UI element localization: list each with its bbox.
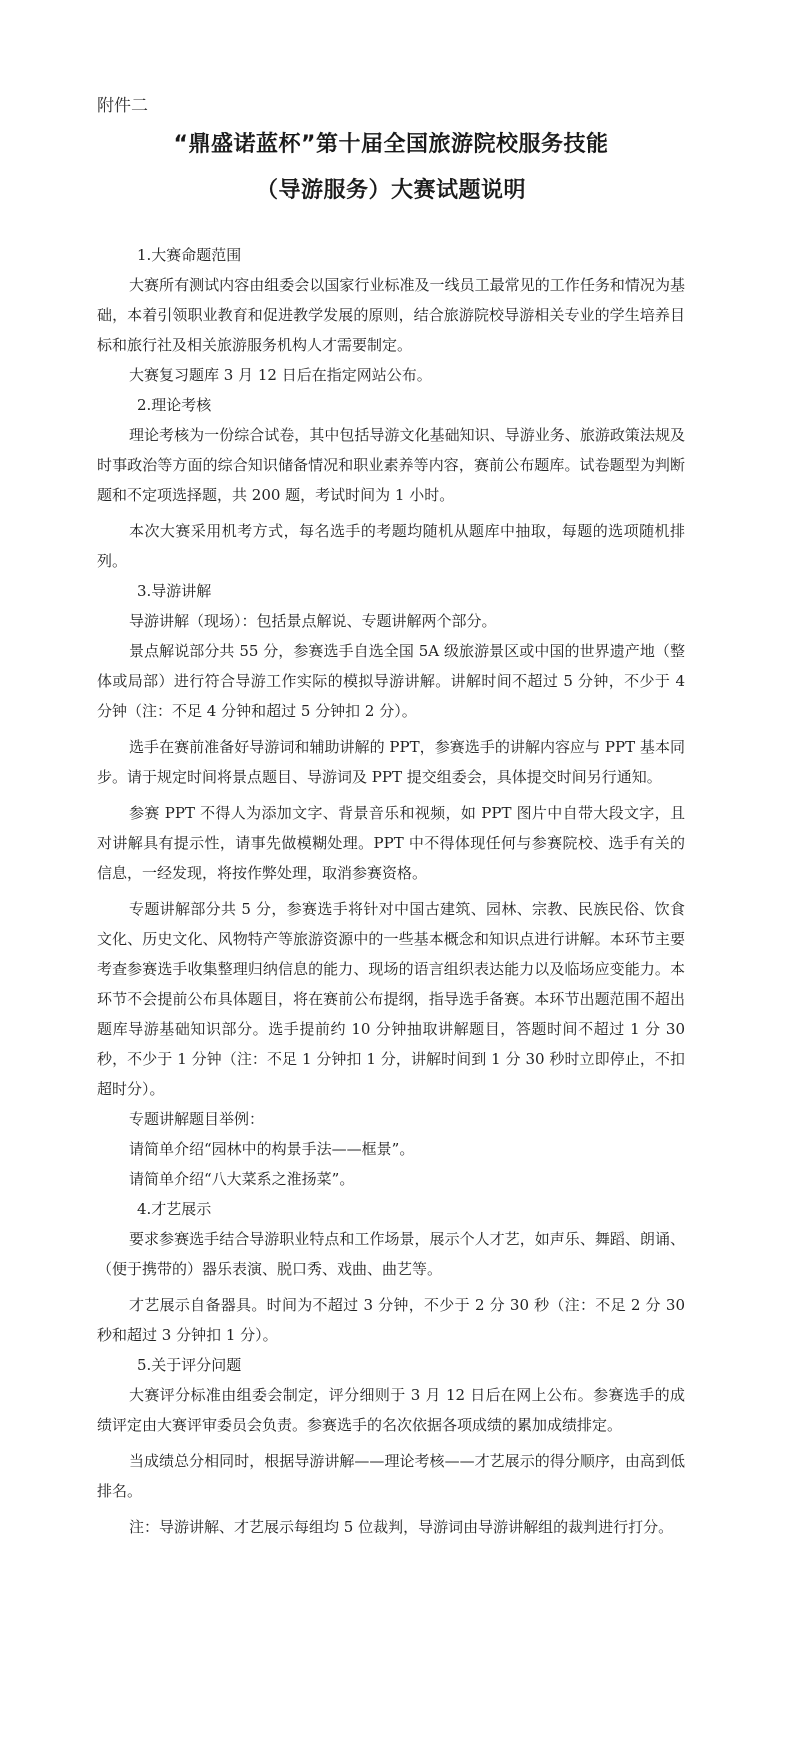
section-heading: 5.关于评分问题 (137, 1356, 242, 1374)
paragraph: 导游讲解（现场）：包括景点解说、专题讲解两个部分。 (129, 612, 497, 630)
paragraph: 大赛所有测试内容由组委会以国家行业标准及一线员工最常见的工作任务和情况为基础，本着引领职业教育和促进教学发展的原则，结合旅游院校导游相关专业的学生培养目标和旅行社及相关旅游服务机构人才需要制定。 (97, 276, 685, 354)
section-theory-exam (97, 390, 685, 576)
section-tour-guide-commentary (97, 576, 685, 1194)
document-title-line2: （导游服务）大赛试题说明 (255, 178, 526, 203)
paragraph: 当成绩总分相同时，根据导游讲解——理论考核——才艺展示的得分顺序，由高到低排名。 (97, 1452, 685, 1500)
document-page (97, 92, 685, 1542)
document-title-line1: “鼎盛诺蓝杯”第十届全国旅游院校服务技能 (173, 132, 609, 157)
paragraph: 请简单介绍“园林中的构景手法——框景”。 (129, 1140, 415, 1158)
paragraph: 专题讲解部分共 5 分，参赛选手将针对中国古建筑、园林、宗教、民族民俗、饮食文化、历史文化、风物特产等旅游资源中的一些基本概念和知识点进行讲解。本环节主要考查参赛选手收集整理归纳信息的能力、现场的语言组织表达能力以及临场应变能力。本环节不会提前公布具体题目，将在赛前公布提纲，指导选手备赛。本环节出题范围不超出题库导游基础知识部分。选手提前约 10 分钟抽取讲解题目，答题时间不超过 1 分 30 秒，不少于 1 分钟（注：不足 1 分钟扣 1 分，讲解时间到 1 分 30 秒时立即停止，不扣超时分）。 (97, 900, 685, 1098)
paragraph: 选手在赛前准备好导游词和辅助讲解的 PPT，参赛选手的讲解内容应与 PPT 基本同步。请于规定时间将景点题目、导游词及 PPT 提交组委会，具体提交时间另行通知。 (97, 738, 685, 786)
paragraph: 景点解说部分共 55 分，参赛选手自选全国 5A 级旅游景区或中国的世界遗产地（整体或局部）进行符合导游工作实际的模拟导游讲解。讲解时间不超过 5 分钟，不少于 4 分钟（注：不足 4 分钟和超过 5 分钟扣 2 分）。 (97, 642, 685, 720)
paragraph: 大赛复习题库 3 月 12 日后在指定网站公布。 (129, 366, 432, 384)
section-heading: 4.才艺展示 (137, 1200, 212, 1218)
paragraph: 要求参赛选手结合导游职业特点和工作场景，展示个人才艺，如声乐、舞蹈、朗诵、（便于携带的）器乐表演、脱口秀、戏曲、曲艺等。 (97, 1230, 685, 1278)
paragraph: 本次大赛采用机考方式，每名选手的考题均随机从题库中抽取，每题的选项随机排列。 (97, 522, 685, 570)
section-scoring (97, 1350, 685, 1542)
section-heading: 1.大赛命题范围 (137, 246, 242, 264)
paragraph: 注：导游讲解、才艺展示每组均 5 位裁判，导游词由导游讲解组的裁判进行打分。 (129, 1518, 674, 1536)
section-heading: 3.导游讲解 (137, 582, 212, 600)
paragraph: 请简单介绍“八大菜系之淮扬菜”。 (129, 1170, 355, 1188)
paragraph: 参赛 PPT 不得人为添加文字、背景音乐和视频，如 PPT 图片中自带大段文字，且对讲解具有提示性，请事先做模糊处理。PPT 中不得体现任何与参赛院校、选手有关的信息，一经发现，将按作弊处理，取消参赛资格。 (97, 804, 685, 882)
section-heading: 2.理论考核 (137, 396, 212, 414)
paragraph: 理论考核为一份综合试卷，其中包括导游文化基础知识、导游业务、旅游政策法规及时事政治等方面的综合知识储备情况和职业素养等内容，赛前公布题库。试卷题型为判断题和不定项选择题，共 200 题，考试时间为 1 小时。 (97, 426, 685, 504)
annex-label: 附件二 (97, 96, 148, 116)
paragraph: 专题讲解题目举例： (129, 1110, 265, 1128)
paragraph: 才艺展示自备器具。时间为不超过 3 分钟，不少于 2 分 30 秒（注：不足 2 分 30 秒和超过 3 分钟扣 1 分）。 (97, 1296, 685, 1344)
section-competition-scope (97, 240, 685, 390)
paragraph: 大赛评分标准由组委会制定，评分细则于 3 月 12 日后在网上公布。参赛选手的成绩评定由大赛评审委员会负责。参赛选手的名次依据各项成绩的累加成绩排定。 (97, 1386, 685, 1434)
section-talent-show (97, 1194, 685, 1350)
